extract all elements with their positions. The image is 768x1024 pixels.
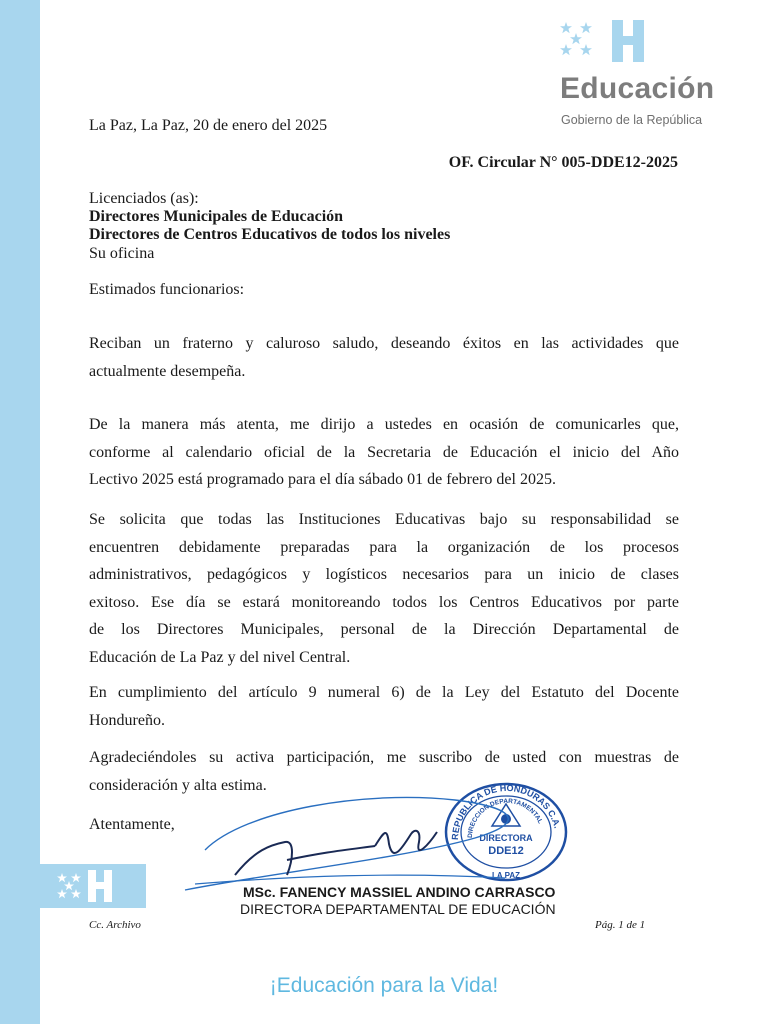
paragraph-line: Reciban un fraterno y caluroso saludo, deseando éxitos en las actividades que: [89, 335, 679, 352]
paragraph-line: de los Directores Municipales, personal de la Dirección Departamental de: [89, 621, 679, 638]
signer-name: MSc. FANENCY MASSIEL ANDINO CARRASCO: [243, 884, 556, 900]
signer-title: DIRECTORA DEPARTAMENTAL DE EDUCACIÓN: [240, 901, 556, 917]
footer-slogan: [0, 974, 768, 998]
paragraph-line: conforme al calendario oficial de la Secretaria de Educación el inicio del Año: [89, 443, 679, 461]
paragraph-line: Agradeciéndoles su activa participación, me suscribo de usted con muestras de: [89, 749, 679, 766]
stamp-arc-inner-text: DIRECCION DEPARTAMENTAL: [466, 797, 544, 839]
paragraph-4: [89, 679, 679, 734]
paragraph-1: [89, 330, 679, 385]
greeting: Estimados funcionarios:: [89, 281, 245, 298]
stamp-arc-outer-text: REPUBLICA DE HONDURAS C.A.: [449, 782, 563, 841]
page-number: Pág. 1 de 1: [595, 919, 646, 931]
recipient-line-3: Su oficina: [89, 245, 155, 262]
paragraph-line: Educación de La Paz y del nivel Central.: [89, 648, 351, 666]
footer-honduras-logo: [40, 864, 146, 908]
paragraph-line: Lectivo 2025 está programado para el día sábado 01 de febrero del 2025.: [89, 471, 556, 488]
handwritten-signature: [175, 780, 555, 900]
paragraph-line: De la manera más atenta, me dirijo a ustedes en ocasión de comunicarles que,: [89, 416, 679, 433]
place-date: La Paz, La Paz, 20 de enero del 2025: [89, 117, 328, 134]
recipient-salutation: Licenciados (as):: [89, 190, 199, 207]
paragraph-line: exitoso. Ese día se estará monitoreando todos los Centros Educativos por parte: [89, 593, 679, 611]
closing: Atentamente,: [89, 816, 175, 833]
paragraph-line: Hondureño.: [89, 711, 165, 729]
paragraph-line: consideración y alta estima.: [89, 776, 267, 794]
paragraph-line: Se solicita que todas las Instituciones Educativas bajo su responsabilidad se: [89, 511, 679, 528]
stamp-location-text: LA PAZ: [492, 871, 520, 880]
paragraph-3: [89, 506, 679, 671]
paragraph-line: actualmente desempeña.: [89, 362, 246, 380]
stamp-office-code: DDE12: [488, 845, 524, 857]
paragraph-2: [89, 411, 679, 494]
side-color-band: [0, 0, 40, 1024]
paragraph-line: administrativos, pedagógicos y logísticos necesarios para un inicio de clases: [89, 566, 679, 583]
education-logo: [556, 18, 736, 133]
footer-slogan-text: ¡Educación para la Vida!: [269, 974, 499, 997]
stamp-role-text: DIRECTORA: [479, 833, 533, 843]
logo-brand-word: Educación: [560, 72, 715, 105]
paragraph-line: En cumplimiento del artículo 9 numeral 6) de la Ley del Estatuto del Docente: [89, 684, 679, 701]
recipient-line-2: Directores de Centros Educativos de todos los niveles: [89, 226, 451, 243]
paragraph-line: encuentren debidamente preparadas para la organización de los procesos: [89, 538, 679, 556]
cc-archive: Cc. Archivo: [89, 919, 141, 931]
recipient-line-1: Directores Municipales de Educación: [89, 208, 344, 225]
logo-brand-subtitle: Gobierno de la República: [561, 113, 703, 127]
reference-number: OF. Circular N° 005-DDE12-2025: [448, 154, 678, 171]
